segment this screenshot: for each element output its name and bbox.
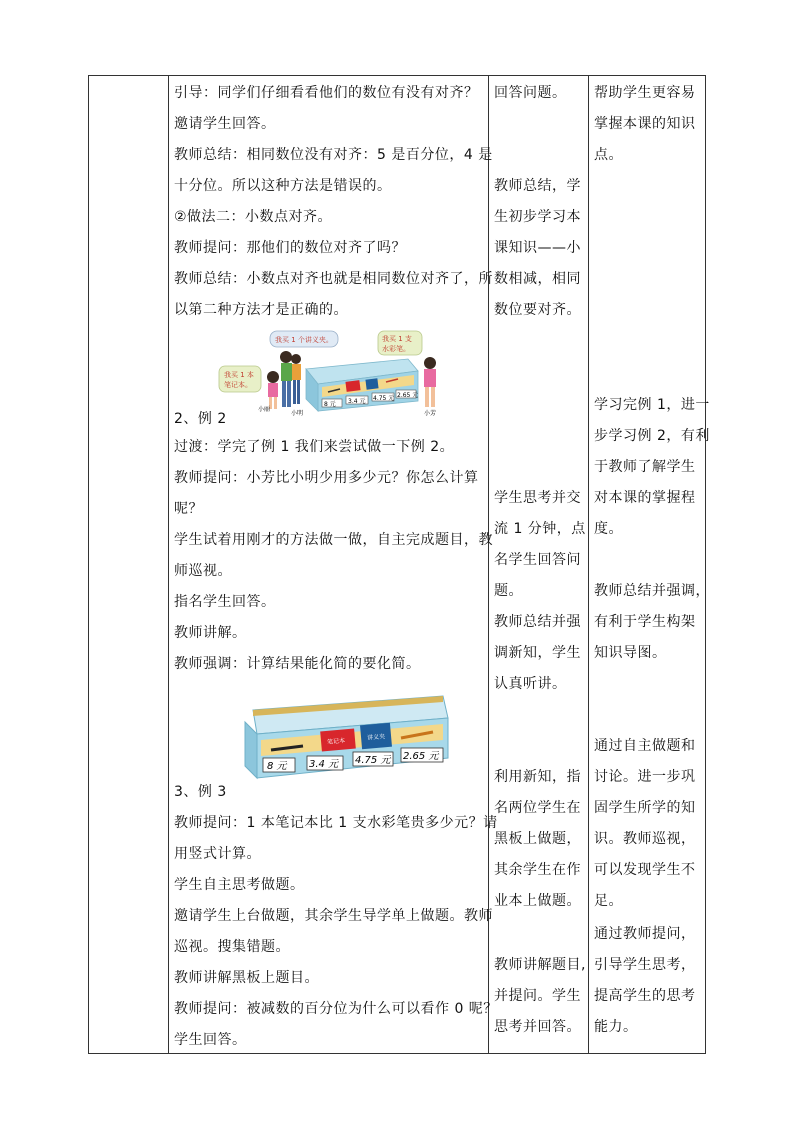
text-line: 教师总结，学: [494, 178, 581, 194]
text-line: 邀请学生上台做题，其余学生导学单上做题。教师: [174, 908, 493, 924]
text-line: 用竖式计算。: [174, 846, 261, 862]
teaching-process-column: [168, 76, 498, 1053]
bubble-text: 我买 1 支: [382, 335, 412, 343]
folder-label: 讲义夹: [366, 733, 386, 742]
text-line: 3、例 3: [174, 784, 227, 800]
text-line: 识。教师巡视，: [594, 831, 696, 847]
text-line: 数相减，相同: [494, 271, 581, 287]
text-line: 指名学生回答。: [174, 594, 276, 610]
text-line: 通过自主做题和: [594, 738, 696, 754]
stage-column: [89, 76, 168, 1053]
text-line: 可以发现学生不: [594, 862, 696, 878]
price-tag-text: 3.4 元: [309, 759, 339, 770]
text-line: 课知识——小: [494, 240, 581, 256]
price-tag-text: 8 元: [267, 761, 287, 772]
text-line: 思考并回答。: [494, 1019, 581, 1035]
text-line: 以第二种方法才是正确的。: [174, 302, 348, 318]
text-line: 固学生所学的知: [594, 800, 696, 816]
bubble-text: 笔记本。: [224, 381, 252, 389]
text-line: 学生思考并交: [494, 490, 581, 506]
text-line: 对本课的掌握程: [594, 490, 696, 506]
text-line: 能力。: [594, 1019, 638, 1035]
text-line: 2、例 2: [174, 411, 227, 427]
price-tag: 8 元: [324, 401, 336, 408]
bubble-text: 水彩笔。: [382, 345, 410, 353]
text-line: 回答问题。: [494, 85, 567, 101]
character-name: 小丽: [258, 406, 271, 413]
text-line: 巡视。搜集错题。: [174, 939, 290, 955]
text-line: 教师提问：那他们的数位对齐了吗？: [174, 240, 406, 256]
text-line: 教师总结并强: [494, 614, 581, 630]
price-tag: 4.75 元: [373, 395, 395, 402]
bubble-text: 我买 1 个讲义夹。: [275, 336, 333, 344]
text-line: 度。: [594, 521, 623, 537]
text-line: 黑板上做题，: [494, 831, 581, 847]
example-scene-illustration: [218, 329, 448, 419]
price-tag: 2.65 元: [397, 392, 419, 399]
text-line: 点。: [594, 147, 623, 163]
text-line: 掌握本课的知识: [594, 116, 696, 132]
student-activity-column: [488, 76, 588, 1053]
text-line: 业本上做题。: [494, 893, 581, 909]
text-line: 于教师了解学生: [594, 459, 696, 475]
text-line: 教师提问：小芳比小明少用多少元？你怎么计算: [174, 470, 479, 486]
text-line: 教师强调：计算结果能化简的要化简。: [174, 656, 421, 672]
text-line: 学习完例 1，进一: [594, 397, 710, 413]
text-line: 教师总结：小数点对齐也就是相同数位对齐了，所: [174, 271, 493, 287]
character-name: 小芳: [424, 410, 437, 417]
text-line: 通过教师提问，: [594, 926, 696, 942]
text-line: 步学习例 2，有利: [594, 428, 710, 444]
text-line: 生初步学习本: [494, 209, 581, 225]
text-line: 流 1 分钟，点: [494, 521, 586, 537]
text-line: 学生试着用刚才的方法做一做，自主完成题目，教: [174, 532, 493, 548]
text-line: 学生自主思考做题。: [174, 877, 305, 893]
text-line: 名两位学生在: [494, 800, 581, 816]
character-name: 小明: [291, 410, 304, 417]
notebook-label: 笔记本: [326, 737, 346, 746]
text-line: 教师讲解黑板上题目。: [174, 970, 319, 986]
text-line: 呢？: [174, 501, 203, 517]
text-line: ②做法二：小数点对齐。: [174, 209, 333, 225]
text-line: 利用新知，指: [494, 769, 581, 785]
girl-figure: [267, 371, 279, 383]
text-line: 教师讲解。: [174, 625, 247, 641]
text-line: 教师总结：相同数位没有对齐：5 是百分位，4 是: [174, 147, 493, 163]
text-line: 并提问。学生: [494, 988, 581, 1004]
price-tag-text: 4.75 元: [355, 755, 391, 766]
text-line: 教师总结并强调，: [594, 583, 710, 599]
text-line: 数位要对齐。: [494, 302, 581, 318]
text-line: 提高学生的思考: [594, 988, 696, 1004]
text-line: 十分位。所以这种方法是错误的。: [174, 178, 392, 194]
text-line: 过渡：学完了例 1 我们来尝试做一下例 2。: [174, 439, 455, 455]
text-line: 名学生回答问: [494, 552, 581, 568]
display-case-illustration: [243, 688, 453, 783]
text-line: 知识导图。: [594, 645, 667, 661]
text-line: 教师提问：1 本笔记本比 1 支水彩笔贵多少元？请: [174, 815, 498, 831]
text-line: 邀请学生回答。: [174, 116, 276, 132]
text-line: 其余学生在作: [494, 862, 581, 878]
text-line: 帮助学生更容易: [594, 85, 696, 101]
girl-figure: [424, 357, 436, 369]
text-line: 有利于学生构架: [594, 614, 696, 630]
text-line: 教师讲解题目,: [494, 957, 586, 973]
lesson-plan-table: [88, 75, 710, 1054]
text-line: 引导：同学们仔细看看他们的数位有没有对齐？: [174, 85, 479, 101]
text-line: 引导学生思考，: [594, 957, 696, 973]
text-line: 调新知，学生: [494, 645, 581, 661]
text-line: 学生回答。: [174, 1032, 247, 1048]
text-line: 足。: [594, 893, 623, 909]
girl-figure: [268, 383, 278, 397]
boy-figure: [280, 351, 292, 363]
boy-figure: [281, 363, 292, 381]
text-line: 认真听讲。: [494, 676, 567, 692]
girl-figure: [424, 369, 436, 387]
text-line: 讨论。进一步巩: [594, 769, 696, 785]
price-tag: 3.4 元: [348, 398, 366, 405]
text-line: 师巡视。: [174, 563, 232, 579]
bubble-text: 我买 1 本: [224, 371, 254, 379]
price-tag-text: 2.65 元: [403, 751, 439, 762]
design-intent-column: [588, 76, 710, 1053]
text-line: 题。: [494, 583, 523, 599]
text-line: 教师提问：被减数的百分位为什么可以看作 0 呢？: [174, 1001, 498, 1017]
